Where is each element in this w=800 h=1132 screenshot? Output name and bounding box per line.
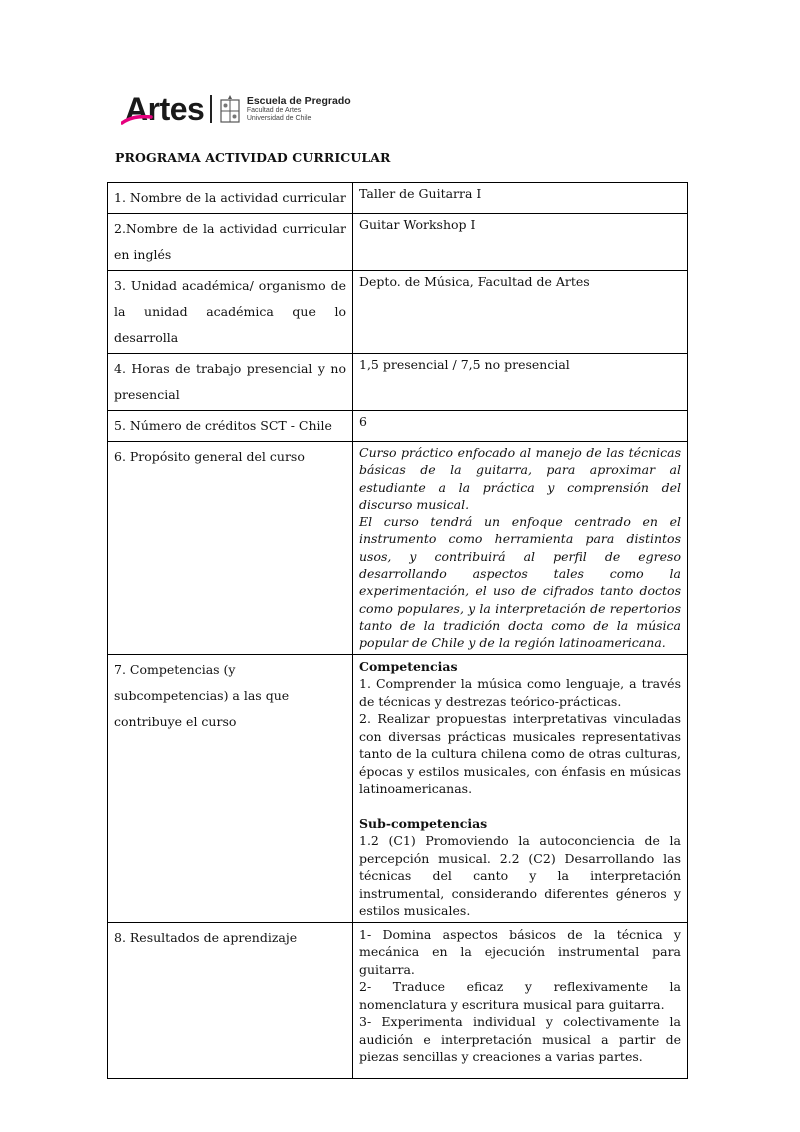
logo-wordmark: Artes: [125, 93, 204, 125]
logo-text: [247, 96, 351, 122]
row-label: 5. Número de créditos SCT - Chile: [108, 411, 353, 442]
row-label: 7. Competencias (y subcompetencias) a las que contribuye el curso: [108, 654, 353, 922]
university-seal-icon: [219, 94, 241, 124]
row-label: 3. Unidad académica/ organismo de la unidad académica que lo desarrolla: [108, 271, 353, 354]
table-row: [108, 411, 688, 442]
logo-divider: [210, 95, 212, 123]
row-value: 6: [353, 411, 688, 442]
logo-university-name: Universidad de Chile: [246, 114, 312, 122]
row-label: 4. Horas de trabajo presencial y no presencial: [108, 354, 353, 411]
logo-school-name: Escuela de Pregrado: [246, 95, 351, 108]
competency-item: 2. Realizar propuestas interpretativas vinculadas con diversas prácticas musicales representativas tanto de la cultura chilena como de otras culturas, épocas y estilos musicales, con énfasis en músicas latinoamericanas.: [359, 711, 681, 797]
competencies-heading: Competencias: [359, 658, 458, 674]
learning-outcome: 1- Domina aspectos básicos de la técnica y mecánica en la ejecución instrumental para guitarra.: [359, 926, 681, 977]
row-label: 1. Nombre de la actividad curricular: [108, 183, 353, 214]
table-row: [108, 922, 688, 1078]
row-value: Taller de Guitarra I: [353, 183, 688, 214]
table-row: [108, 183, 688, 214]
curricular-program-table: [107, 182, 688, 1079]
row-value: 1,5 presencial / 7,5 no presencial: [353, 354, 688, 411]
row-label: 2.Nombre de la actividad curricular en inglés: [108, 214, 353, 271]
subcompetencies-heading: Sub-competencias: [359, 815, 488, 831]
learning-outcome: 2- Traduce eficaz y reflexivamente la nomenclatura y escritura musical para guitarra.: [359, 979, 681, 1012]
learning-outcome: 3- Experimenta individual y colectivamente la audición e interpretación musical a partir de piezas sencillas y creaciones a varias partes.: [359, 1014, 681, 1065]
learning-outcomes: [353, 922, 688, 1078]
purpose-paragraph: El curso tendrá un enfoque centrado en el instrumento como herramienta para distintos usos, y contribuirá al perfil de egreso desarrollando aspectos tales como la experimentación, el uso de cifrados tanto doctos como populares, y la interpretación de repertorios tanto de la tradición docta como de la música popular de Chile y de la región latinoamericana.: [359, 514, 681, 651]
table-row: [108, 654, 688, 922]
table-row: [108, 442, 688, 655]
logo-swoosh-icon: [121, 115, 161, 125]
row-value: Depto. de Música, Facultad de Artes: [353, 271, 688, 354]
row-label: 6. Propósito general del curso: [108, 442, 353, 655]
purpose-paragraph: Curso práctico enfocado al manejo de las técnicas básicas de la guitarra, para aproximar al estudiante a la práctica y comprensión del discurso musical.: [359, 445, 681, 512]
faculty-logo: [125, 88, 351, 130]
logo-faculty-name: Facultad de Artes: [246, 107, 302, 115]
subcompetency-item: 1.2 (C1) Promoviendo la autoconciencia de la percepción musical. 2.2 (C2) Desarrollando las técnicas del canto y la interpretación instrumental, considerando diferentes géneros y estilos musicales.: [359, 833, 681, 919]
table-row: [108, 214, 688, 271]
competency-item: 1. Comprender la música como lenguaje, a través de técnicas y destrezas teórico-prácticas.: [359, 676, 681, 709]
competencies: [353, 654, 688, 922]
row-value: Guitar Workshop I: [353, 214, 688, 271]
page-title: PROGRAMA ACTIVIDAD CURRICULAR: [115, 150, 391, 165]
table-row: [108, 271, 688, 354]
row-label: 8. Resultados de aprendizaje: [108, 922, 353, 1078]
course-purpose: [353, 442, 688, 655]
table-row: [108, 354, 688, 411]
